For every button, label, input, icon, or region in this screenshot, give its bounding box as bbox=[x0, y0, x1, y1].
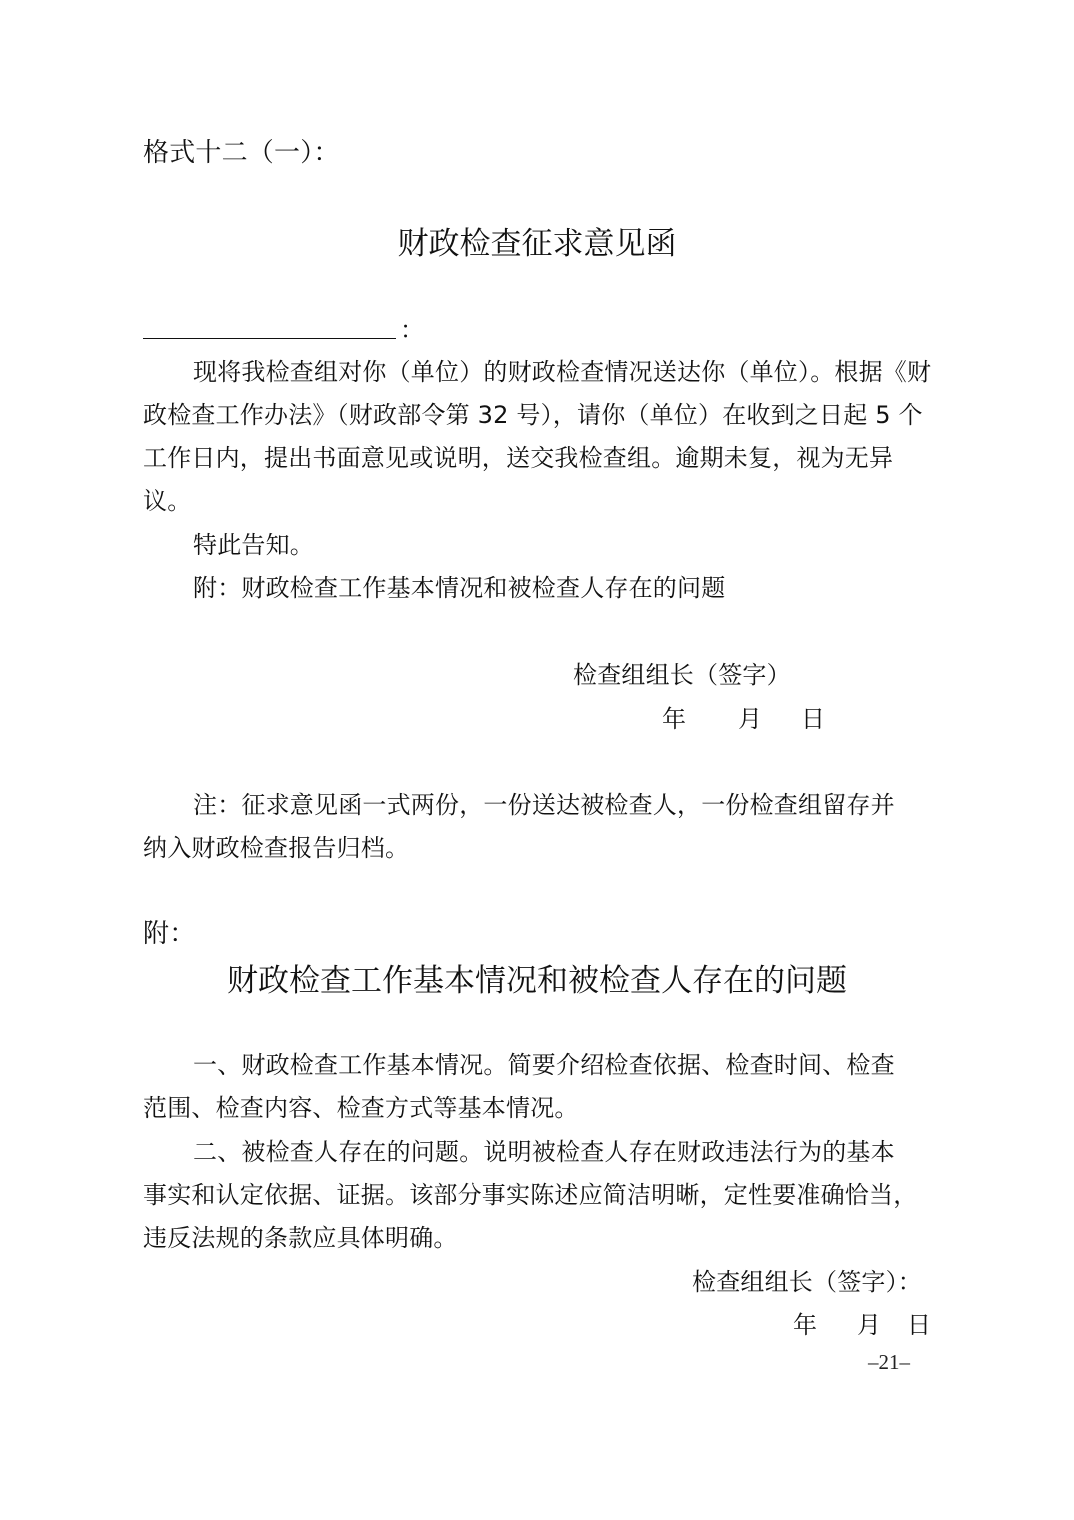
body-line-1: 现将我检查组对你（单位）的财政检查情况送达你（单位）。根据《财 bbox=[193, 358, 932, 386]
date-month-1: 月 bbox=[738, 705, 763, 733]
date-day-2: 日 bbox=[907, 1311, 932, 1339]
format-label: 格式十二（一）： bbox=[143, 138, 340, 168]
annex-label: 附： bbox=[143, 919, 196, 949]
date-day-1: 日 bbox=[801, 705, 826, 733]
signature-label-1: 检查组组长（签字） bbox=[573, 661, 791, 689]
notice-text: 特此告知。 bbox=[193, 531, 314, 559]
addressee-colon: ： bbox=[400, 316, 425, 344]
annex-line-4: 事实和认定依据、证据。该部分事实陈述应简洁明晰，定性要准确恰当， bbox=[143, 1181, 918, 1209]
annex-line-1: 一、财政检查工作基本情况。简要介绍检查依据、检查时间、检查 bbox=[193, 1051, 895, 1079]
body-line-2: 政检查工作办法》（财政部令第 32 号），请你（单位）在收到之日起 5 个 bbox=[143, 401, 923, 429]
letter-title: 财政检查征求意见函 bbox=[397, 226, 677, 262]
signature-label-2: 检查组组长（签字）： bbox=[692, 1268, 922, 1296]
annex-line-2: 范围、检查内容、检查方式等基本情况。 bbox=[143, 1094, 579, 1122]
annex-line-3: 二、被检查人存在的问题。说明被检查人存在财政违法行为的基本 bbox=[193, 1138, 895, 1166]
note-line-2: 纳入财政检查报告归档。 bbox=[143, 834, 410, 862]
date-year-2: 年 bbox=[793, 1311, 818, 1339]
body-line-3: 工作日内，提出书面意见或说明，送交我检查组。逾期未复，视为无异 bbox=[143, 444, 894, 472]
addressee-blank-line bbox=[143, 338, 396, 339]
annex-line-5: 违反法规的条款应具体明确。 bbox=[143, 1224, 458, 1252]
attachment-reference: 附：财政检查工作基本情况和被检查人存在的问题 bbox=[193, 574, 726, 602]
note-line-1: 注：征求意见函一式两份，一份送达被检查人，一份检查组留存并 bbox=[193, 791, 895, 819]
date-month-2: 月 bbox=[857, 1311, 882, 1339]
body-line-4: 议。 bbox=[143, 487, 192, 515]
annex-title: 财政检查工作基本情况和被检查人存在的问题 bbox=[227, 963, 847, 999]
page-number: –21– bbox=[868, 1350, 910, 1374]
date-year-1: 年 bbox=[662, 705, 687, 733]
